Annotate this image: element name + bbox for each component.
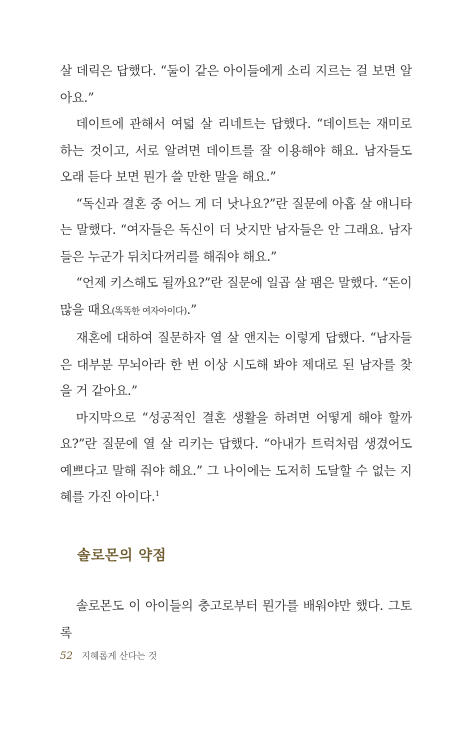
paragraph bbox=[60, 325, 412, 405]
paragraph-text: 데이트에 관해서 여덟 살 리네트는 답했다. “데이트는 재미로 하는 것이고, 서로 알려면 데이트를 잘 이용해야 해요. 남자들도 오래 듣다 보면 뭔가 쓸 만한 말을 해요.” bbox=[60, 116, 412, 184]
paragraph-text: “독신과 결혼 중 어느 게 더 낫나요?”란 질문에 아홉 살 애니타는 말했다. “여자들은 독신이 더 낫지만 남자들은 안 그래요. 남자들은 누군가 뒤치다꺼리를 해줘야 해요.” bbox=[60, 195, 412, 264]
paragraph-text: “언제 키스해도 될까요?”란 질문에 일곱 살 팸은 말했다. “돈이 많을 때요 bbox=[60, 275, 412, 317]
paragraph-text: 살 데릭은 답했다. “둘이 같은 아이들에게 소리 지르는 걸 보면 알아요.” bbox=[60, 63, 412, 105]
section-heading: 솔로몬의 약점 bbox=[77, 548, 167, 564]
paragraph bbox=[60, 270, 412, 325]
paragraph-text: 재혼에 대하여 질문하자 열 살 앤지는 이렇게 답했다. “남자들은 대부분 무뇌아라 한 번 이상 시도해 봐야 제대로 된 남자를 찾을 거 같아요.” bbox=[60, 330, 412, 398]
section-body bbox=[60, 593, 412, 646]
paragraph-text: 마지막으로 “성공적인 결혼 생활을 하려면 어떻게 해야 할까요?”란 질문에 열 살 리키는 답했다. “아내가 트럭처럼 생겼어도 예쁘다고 말해 줘야 해요.” 그 나이에는 도저히 도달할 수 없는 지혜를 가진 아이다. bbox=[60, 409, 412, 504]
running-title: 지혜롭게 산다는 것 bbox=[81, 652, 157, 662]
body-text bbox=[60, 58, 412, 511]
paragraph-text: 솔로몬도 이 아이들의 충고로부터 뭔가를 배워야만 했다. 그토록 bbox=[60, 598, 412, 640]
paragraph bbox=[60, 191, 412, 271]
paragraph bbox=[60, 111, 412, 191]
footnote-marker: 1 bbox=[155, 489, 160, 498]
aside-note: (똑똑한 여자아이다) bbox=[111, 306, 187, 317]
paragraph-text-end: .” bbox=[186, 301, 197, 317]
page-footer bbox=[60, 649, 157, 662]
paragraph bbox=[60, 405, 412, 511]
page-number: 52 bbox=[60, 651, 73, 662]
paragraph bbox=[60, 593, 412, 646]
paragraph bbox=[60, 58, 412, 111]
